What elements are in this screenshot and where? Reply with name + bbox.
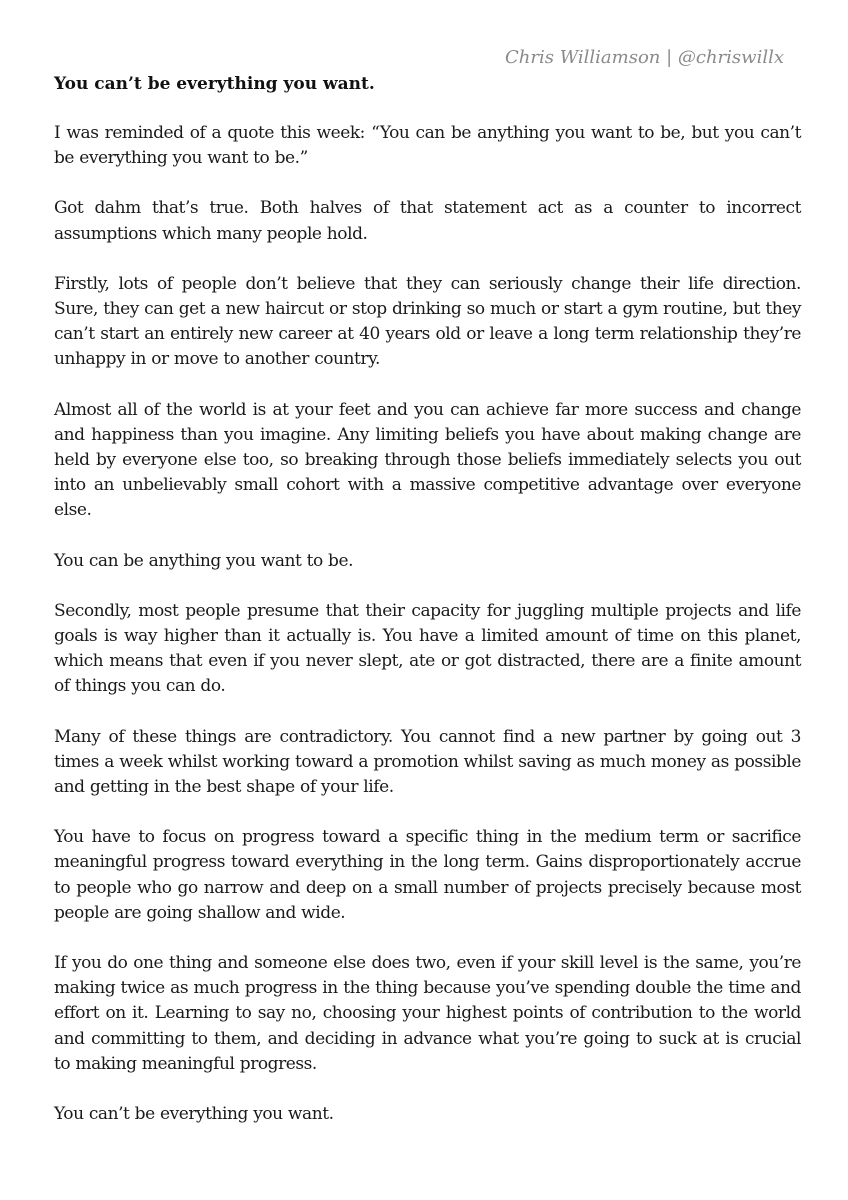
paragraph: Got dahm that’s true. Both halves of that statement act as a counter to incorrect assumptions which many people hold. <box>54 198 801 244</box>
paragraph: Almost all of the world is at your feet and you can achieve far more success and change and happiness than you imagine. Any limiting beliefs you have about making change are held by everyone else too, so breaking through those beliefs immediately selects you out into an unbelievably small cohort with a massive competitive advantage over everyone else. <box>54 399 801 521</box>
paragraph: You have to focus on progress toward a specific thing in the medium term or sacrifice meaningful progress toward everything in the long term. Gains disproportionately accrue to people who go narrow and deep on a small number of projects precisely because most people are going shallow and wide. <box>54 827 801 923</box>
author-byline: Chris Williamson | @chriswillx <box>505 47 784 68</box>
paragraph: Firstly, lots of people don’t believe that they can seriously change their life direction. Sure, they can get a new haircut or stop drinking so much or start a gym routine, but they can’t start an entirely new career at 40 years old or leave a long term relationship they’re unhappy in or move to another country. <box>54 273 801 370</box>
paragraph: If you do one thing and someone else does two, even if your skill level is the same, you’re making twice as much progress in the thing because you’ve spending double the time and effort on it. Learning to say no, choosing your highest points of contribution to the world and committing to them, and deciding in advance what you’re going to suck at is crucial to making meaningful progress. <box>54 953 801 1074</box>
paragraph: Many of these things are contradictory. You cannot find a new partner by going out 3 times a week whilst working toward a promotion whilst saving as much money as possible and getting in the best shape of your life. <box>54 726 801 798</box>
paragraph: You can be anything you want to be. <box>54 550 354 571</box>
paragraph: I was reminded of a quote this week: “You can be anything you want to be, but you can’t be everything you want to be.” <box>54 123 801 169</box>
article-title: You can’t be everything you want. <box>54 74 375 94</box>
closing-line: You can’t be everything you want. <box>54 1104 334 1125</box>
article-body <box>54 72 801 1152</box>
paragraph: Secondly, most people presume that their capacity for juggling multiple projects and life goals is way higher than it actually is. You have a limited amount of time on this planet, which means that even if you never slept, ate or got distracted, there are a finite amount of things you can do. <box>54 600 801 697</box>
